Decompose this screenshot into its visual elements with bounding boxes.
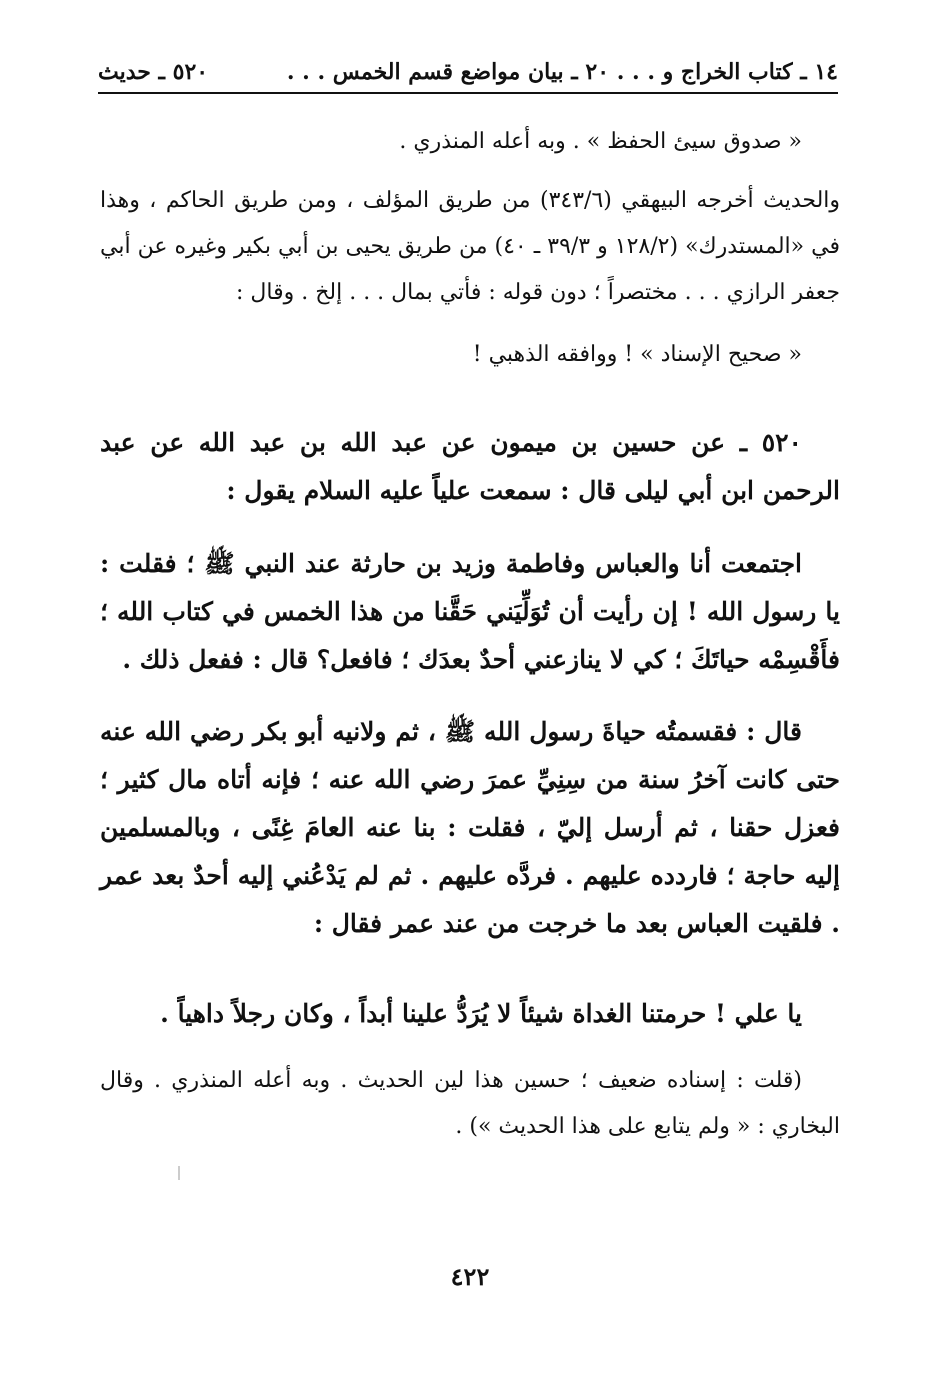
hadith-paragraph-2: قال : فقسمتُه حياةَ رسول الله ﷺ ، ثم ولانيه أبو بكر رضي الله عنه حتى كانت آخرُ سنة من سِنِيِّ عمرَ رضي الله عنه ؛ فإنه أتاه مال كثير ؛ فعزل حقنا ، ثم أرسل إليّ ، فقلت : بنا عنه العامَ غِنًى ، وبالمسلمين إليه حاجة ؛ فاردده عليهم . فردَّه عليهم . ثم لم يَدْعُني إليه أحدٌ بعد عمر . فلقيت العباس بعد ما خرجت من عند عمر فقال : bbox=[100, 717, 840, 938]
takhrij-paragraph: والحديث أخرجه البيهقي (٣٤٣/٦) من طريق المؤلف ، ومن طريق الحاكم ، وهذا في «المستدرك» (١٢٨/٢ و ٣٩/٣ ـ ٤٠) من طريق يحيى بن أبي بكير وغيره عن أبي جعفر الرازي . . . مختصراً ؛ دون قوله : فأتي بمال . . . إلخ . وقال : bbox=[100, 188, 841, 305]
intro-quote: « صدوق سيئ الحفظ » . وبه أعله المنذري . bbox=[399, 129, 802, 154]
footnote-paragraph: (قلت : إسناده ضعيف ؛ حسين هذا لين الحديث . وبه أعله المنذري . وقال البخاري : « ولم يتابع على هذا الحديث ») . bbox=[100, 1068, 840, 1139]
page-number: ٤٢٢ bbox=[450, 1262, 490, 1291]
margin-mark bbox=[178, 1166, 180, 1180]
hadith-paragraph-3: يا علي ! حرمتنا الغداة شيئاً لا يُرَدُّ علينا أبداً ، وكان رجلاً داهياً . bbox=[160, 999, 802, 1028]
hadith-reference: ٥٢٠ ـ حديث bbox=[98, 59, 209, 85]
chapter-title: ١٤ ـ كتاب الخراج و . . . ٢٠ ـ بيان مواضع قسم الخمس . . . bbox=[286, 59, 838, 85]
running-header bbox=[98, 52, 838, 94]
hadith-isnad: ٥٢٠ ـ عن حسين بن ميمون عن عبد الله بن عبد الله عن عبد الرحمن ابن أبي ليلى قال : سمعت علياً عليه السلام يقول : bbox=[100, 428, 840, 505]
hadith-paragraph-1: اجتمعت أنا والعباس وفاطمة وزيد بن حارثة عند النبي ﷺ ؛ فقلت : يا رسول الله ! إن رأيت أن تُوَلِّيَني حَقَّنا من هذا الخمس في كتاب الله ؛ فأَقْسِمْه حياتَكَ ؛ كي لا ينازعني أحدٌ بعدَك ؛ فافعل؟ قال : ففعل ذلك . bbox=[100, 549, 840, 674]
hakim-quote: « صحيح الإسناد » ! ووافقه الذهبي ! bbox=[472, 342, 802, 367]
